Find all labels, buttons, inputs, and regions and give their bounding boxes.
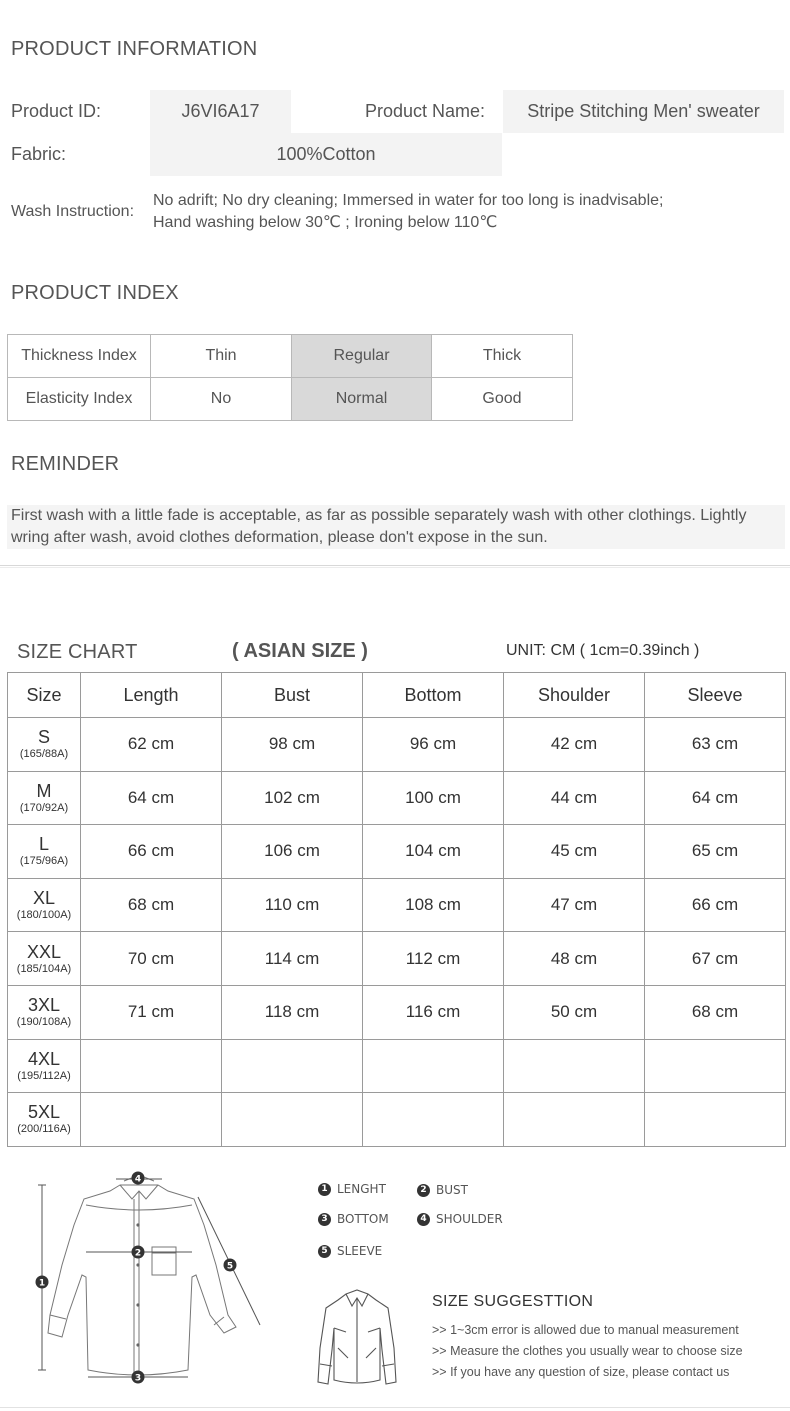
bottom-divider [0, 1407, 790, 1408]
product-id-value [150, 90, 291, 133]
sleeve-cell [645, 1093, 786, 1147]
length-cell: 68 cm [81, 878, 222, 932]
section-divider [0, 565, 790, 566]
bottom-cell [363, 1039, 504, 1093]
bust-cell [222, 1039, 363, 1093]
reminder-line-1: First wash with a little fade is acceptable, as far as possible separately wash with other clothings. Lightly [11, 507, 747, 524]
product-index-table [7, 334, 573, 421]
marker-4: 4 [134, 1174, 142, 1185]
size-label: 4XL [27, 1048, 61, 1069]
thickness-option: Thin [151, 335, 292, 378]
size-code: (185/104A) [16, 962, 72, 975]
size-code: (170/92A) [19, 801, 69, 814]
shoulder-cell: 47 cm [504, 878, 645, 932]
suggestion-3: >> If you have any question of size, please contact us [432, 1365, 730, 1379]
shoulder-cell: 50 cm [504, 985, 645, 1039]
size-table [7, 672, 786, 1147]
suggestion-1: >> 1~3cm error is allowed due to manual measurement [432, 1323, 739, 1337]
size-row [8, 825, 786, 879]
legend-dot: 5 [318, 1245, 331, 1258]
size-chart-title: SIZE CHART [17, 641, 138, 663]
length-cell: 62 cm [81, 718, 222, 772]
bust-cell: 118 cm [222, 985, 363, 1039]
fabric-label: Fabric: [11, 144, 67, 164]
shoulder-cell [504, 1093, 645, 1147]
size-suggestion-title: SIZE SUGGESTTION [432, 1293, 594, 1310]
length-cell: 66 cm [81, 825, 222, 879]
size-chart-subtitle: ( ASIAN SIZE ) [232, 640, 368, 662]
legend-dot: 1 [318, 1183, 331, 1196]
shirt-measurement-diagram [28, 1165, 278, 1390]
size-chart-unit: UNIT: CM ( 1cm=0.39inch ) [506, 642, 700, 659]
length-cell: 70 cm [81, 932, 222, 986]
legend-shoulder [417, 1212, 503, 1226]
bottom-cell [363, 1093, 504, 1147]
bust-cell: 114 cm [222, 932, 363, 986]
shoulder-cell: 45 cm [504, 825, 645, 879]
length-cell: 64 cm [81, 771, 222, 825]
size-code: (200/116A) [17, 1123, 71, 1136]
shoulder-cell: 42 cm [504, 718, 645, 772]
size-cell [8, 985, 81, 1039]
size-row [8, 1039, 786, 1093]
size-row [8, 718, 786, 772]
bottom-cell: 108 cm [363, 878, 504, 932]
legend-label: SLEEVE [337, 1244, 383, 1258]
product-index-title: PRODUCT INDEX [11, 282, 179, 304]
size-label: M [36, 780, 52, 801]
bottom-cell: 96 cm [363, 718, 504, 772]
header-shoulder: Shoulder [504, 673, 645, 718]
elasticity-label: Elasticity Index [8, 378, 151, 421]
product-name-text: Stripe Stitching Men' sweater [527, 101, 760, 121]
sleeve-cell: 66 cm [645, 878, 786, 932]
product-info-title: PRODUCT INFORMATION [11, 38, 258, 60]
size-code: (165/88A) [19, 748, 69, 761]
sleeve-cell: 67 cm [645, 932, 786, 986]
legend-dot: 3 [318, 1213, 331, 1226]
product-name-value [503, 90, 784, 133]
header-size: Size [8, 673, 81, 718]
bottom-cell: 104 cm [363, 825, 504, 879]
size-label: XXL [26, 941, 62, 962]
legend-label: BUST [436, 1183, 468, 1197]
size-row [8, 985, 786, 1039]
section-divider-shadow [0, 567, 790, 568]
shoulder-cell: 44 cm [504, 771, 645, 825]
size-table-header [8, 673, 786, 718]
header-length: Length [81, 673, 222, 718]
sleeve-cell: 68 cm [645, 985, 786, 1039]
bottom-cell: 100 cm [363, 771, 504, 825]
shoulder-cell [504, 1039, 645, 1093]
product-id-label: Product ID: [11, 101, 102, 121]
size-label: L [38, 834, 49, 855]
shoulder-cell: 48 cm [504, 932, 645, 986]
marker-3: 3 [134, 1373, 142, 1384]
thickness-option: Thick [432, 335, 573, 378]
sleeve-cell: 65 cm [645, 825, 786, 879]
reminder-line-2: wring after wash, avoid clothes deformation, please don't expose in the sun. [11, 529, 548, 546]
elasticity-option-selected: Normal [292, 378, 432, 421]
bust-cell [222, 1093, 363, 1147]
size-label: S [37, 727, 50, 748]
sleeve-cell: 63 cm [645, 718, 786, 772]
bust-cell: 98 cm [222, 718, 363, 772]
marker-2: 2 [134, 1248, 142, 1259]
suggestion-2: >> Measure the clothes you usually wear to choose size [432, 1344, 743, 1358]
size-cell [8, 1093, 81, 1147]
size-code: (190/108A) [16, 1016, 72, 1029]
legend-label: LENGHT [337, 1182, 386, 1196]
sleeve-cell: 64 cm [645, 771, 786, 825]
size-cell [8, 825, 81, 879]
bottom-cell: 112 cm [363, 932, 504, 986]
reminder-box [7, 505, 785, 549]
bust-cell: 102 cm [222, 771, 363, 825]
product-id-text: J6VI6A17 [181, 101, 260, 121]
marker-1: 1 [38, 1278, 46, 1289]
reminder-title: REMINDER [11, 453, 120, 475]
bottom-cell: 116 cm [363, 985, 504, 1039]
legend-dot: 4 [417, 1213, 430, 1226]
product-name-label: Product Name: [365, 101, 486, 121]
size-code: (195/112A) [17, 1069, 71, 1082]
bust-cell: 106 cm [222, 825, 363, 879]
legend-length [318, 1182, 386, 1196]
legend-bottom [318, 1212, 389, 1226]
legend-sleeve [318, 1244, 382, 1258]
legend-bust [417, 1183, 468, 1197]
thickness-label: Thickness Index [8, 335, 151, 378]
thickness-option-selected: Regular [292, 335, 432, 378]
size-cell [8, 932, 81, 986]
wash-line-1: No adrift; No dry cleaning; Immersed in water for too long is inadvisable; [153, 192, 664, 209]
elasticity-row [8, 378, 573, 421]
size-label: 5XL [27, 1102, 61, 1123]
legend-label: BOTTOM [337, 1212, 389, 1226]
size-row [8, 771, 786, 825]
length-cell [81, 1093, 222, 1147]
wash-line-2: Hand washing below 30℃ ; Ironing below 110℃ [153, 214, 498, 231]
legend-dot: 2 [417, 1184, 430, 1197]
thickness-row [8, 335, 573, 378]
header-bottom: Bottom [363, 673, 504, 718]
elasticity-option: Good [432, 378, 573, 421]
size-label: 3XL [27, 995, 61, 1016]
elasticity-option: No [151, 378, 292, 421]
wash-label: Wash Instruction: [11, 203, 135, 220]
size-code: (175/96A) [19, 855, 69, 868]
bust-cell: 110 cm [222, 878, 363, 932]
marker-5: 5 [226, 1261, 234, 1272]
size-cell [8, 771, 81, 825]
sleeve-cell [645, 1039, 786, 1093]
size-code: (180/100A) [16, 909, 72, 922]
size-row [8, 932, 786, 986]
length-cell: 71 cm [81, 985, 222, 1039]
length-cell [81, 1039, 222, 1093]
size-cell [8, 718, 81, 772]
size-row [8, 878, 786, 932]
fabric-value [150, 133, 502, 176]
header-bust: Bust [222, 673, 363, 718]
size-label: XL [32, 888, 56, 909]
size-cell [8, 1039, 81, 1093]
legend-label: SHOULDER [436, 1212, 503, 1226]
header-sleeve: Sleeve [645, 673, 786, 718]
size-cell [8, 878, 81, 932]
fabric-text: 100%Cotton [276, 144, 376, 164]
size-row [8, 1093, 786, 1147]
jacket-icon [316, 1288, 398, 1388]
